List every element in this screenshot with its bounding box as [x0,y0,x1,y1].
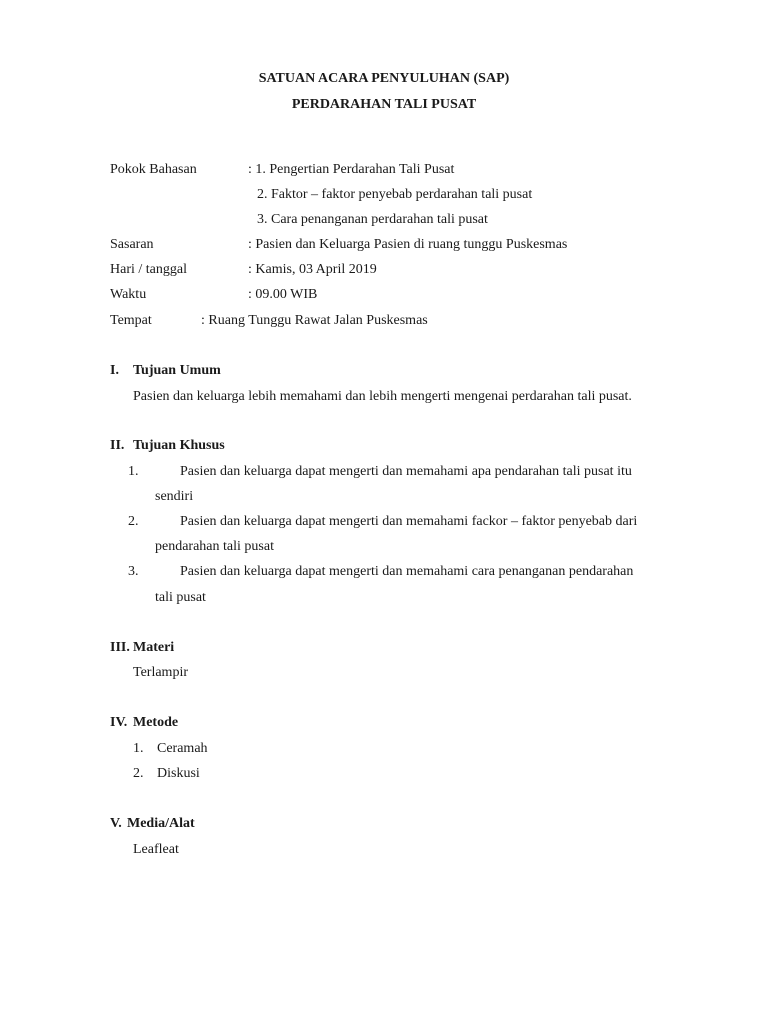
section-heading-tujuan-khusus: Tujuan Khusus [133,438,225,453]
pokok-bahasan-label: Pokok Bahasan [110,162,197,177]
tujuan-khusus-item-1-line2: sendiri [155,489,194,504]
tujuan-khusus-item-2-number: 2. [128,514,139,529]
hari-tanggal-label: Hari / tanggal [110,262,187,277]
pokok-bahasan-item-3: 3. Cara penanganan perdarahan tali pusat [257,212,488,227]
metode-item-2-text: Diskusi [157,766,200,781]
sasaran-label: Sasaran [110,237,154,252]
section-heading-metode: Metode [133,715,179,730]
tempat-label: Tempat [110,313,152,328]
tempat-value: : Ruang Tunggu Rawat Jalan Puskesmas [201,313,428,328]
section-heading-materi: Materi [133,640,175,655]
section-number-materi: III. [110,640,130,655]
metode-item-1-text: Ceramah [157,741,208,756]
tujuan-khusus-item-3-line1: Pasien dan keluarga dapat mengerti dan memahami cara penanganan pendarahan [180,564,634,579]
pokok-bahasan-item-2: 2. Faktor – faktor penyebab perdarahan tali pusat [257,187,533,202]
tujuan-khusus-item-3-number: 3. [128,564,139,579]
tujuan-khusus-item-2-line2: pendarahan tali pusat [155,539,274,554]
section-number-metode: IV. [110,715,128,730]
waktu-value: : 09.00 WIB [248,287,318,302]
tujuan-khusus-item-1-number: 1. [128,464,139,479]
media-body: Leafleat [133,842,179,857]
section-heading-media: Media/Alat [127,816,195,831]
materi-body: Terlampir [133,665,188,680]
metode-item-1-number: 1. [133,741,144,756]
hari-tanggal-value: : Kamis, 03 April 2019 [248,262,377,277]
tujuan-khusus-item-2-line1: Pasien dan keluarga dapat mengerti dan memahami fackor – faktor penyebab dari [180,514,638,529]
document-subtitle: PERDARAHAN TALI PUSAT [291,97,477,112]
pokok-bahasan-item-1: : 1. Pengertian Perdarahan Tali Pusat [248,162,455,177]
tujuan-umum-body: Pasien dan keluarga lebih memahami dan lebih mengerti mengenai perdarahan tali pusat. [133,389,632,404]
waktu-label: Waktu [110,287,147,302]
document-title: SATUAN ACARA PENYULUHAN (SAP) [258,71,510,86]
metode-item-2-number: 2. [133,766,144,781]
tujuan-khusus-item-3-line2: tali pusat [155,590,206,605]
section-number-tujuan-khusus: II. [110,438,125,453]
section-number-tujuan-umum: I. [110,363,119,378]
tujuan-khusus-item-1-line1: Pasien dan keluarga dapat mengerti dan memahami apa pendarahan tali pusat itu [180,464,632,479]
section-heading-tujuan-umum: Tujuan Umum [133,363,221,378]
section-number-media: V. [110,816,122,831]
sasaran-value: : Pasien dan Keluarga Pasien di ruang tunggu Puskesmas [248,237,568,252]
